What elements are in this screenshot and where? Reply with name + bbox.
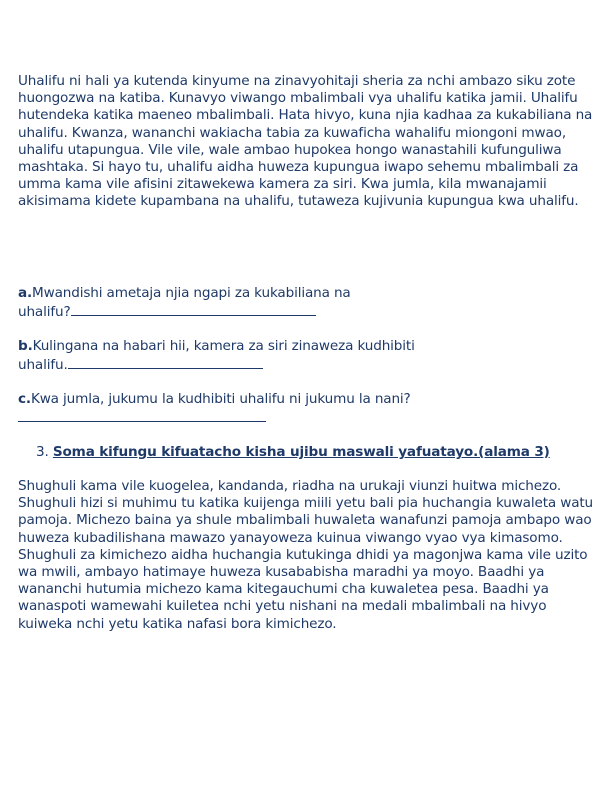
question-b <box>18 338 578 374</box>
question-b-label: b. <box>18 338 33 354</box>
question-c <box>18 391 578 427</box>
answer-blank-c[interactable] <box>18 409 266 422</box>
question-c-label: c. <box>18 391 31 407</box>
question-a-label: a. <box>18 285 33 301</box>
question-a-text: Mwandishi ametaja njia ngapi za kukabiliana na <box>32 285 351 301</box>
answer-blank-a[interactable] <box>71 303 316 316</box>
question-a-text-2: uhalifu? <box>18 303 71 320</box>
section-3-heading <box>36 444 550 460</box>
question-b-text: Kulingana na habari hii, kamera za siri zinaweza kudhibiti <box>32 338 415 354</box>
passage-michezo: Shughuli kama vile kuogelea, kandanda, riadha na urukaji viunzi huitwa michezo. Shughuli hizi si muhimu tu katika kuijenga miili yetu bali pia huchangia kuwaleta watu pamoja. Michezo baina ya shule mbalimbali huwaleta wanafunzi pamoja ambapo wao huweza kubadilishana mawazo yanayoweza kuinua viwango vyao vya kimasomo. Shughuli za kimichezo aidha huchangia kutukinga dhidi ya magonjwa kama vile uzito wa mwili, ambayo hatimaye huweza kusababisha maradhi ya moyo. Baadhi ya wananchi hutumia michezo kama kitegauchumi cha kuwaletea pesa. Baadhi ya wanaspoti wamewahi kuiletea nchi yetu nishani na medali mbalimbali na hivyo kuiweka nchi yetu katika nafasi bora kimichezo. <box>18 478 594 632</box>
answer-blank-b[interactable] <box>68 356 263 369</box>
passage-uhalifu: Uhalifu ni hali ya kutenda kinyume na zinavyohitaji sheria za nchi ambazo siku zote huongozwa na katiba. Kunavyo viwango mbalimbali vya uhalifu katika jamii. Uhalifu hutendeka katika maeneo mbalimbali. Hata hivyo, kuna njia kadhaa za kukabiliana na uhalifu. Kwanza, wananchi wakiacha tabia za kuwaficha wahalifu miongoni mwao, uhalifu utapungua. Vile vile, wale ambao hupokea hongo wanastahili kufunguliwa mashtaka. Si hayo tu, uhalifu aidha huweza kupungua iwapo sehemu mbalimbali za umma kama vile afisini zitawekewa kamera za siri. Kwa jumla, kila mwanajamii akisimama kidete kupambana na uhalifu, tutaweza kujivunia kupungua kwa uhalifu. <box>18 73 593 210</box>
section-number: 3. <box>36 444 49 460</box>
question-a <box>18 285 578 321</box>
question-c-text: Kwa jumla, jukumu la kudhibiti uhalifu ni jukumu la nani? <box>30 391 411 407</box>
section-title: Soma kifungu kifuatacho kisha ujibu maswali yafuatayo.(alama 3) <box>52 444 550 460</box>
question-b-text-2: uhalifu. <box>18 356 68 373</box>
